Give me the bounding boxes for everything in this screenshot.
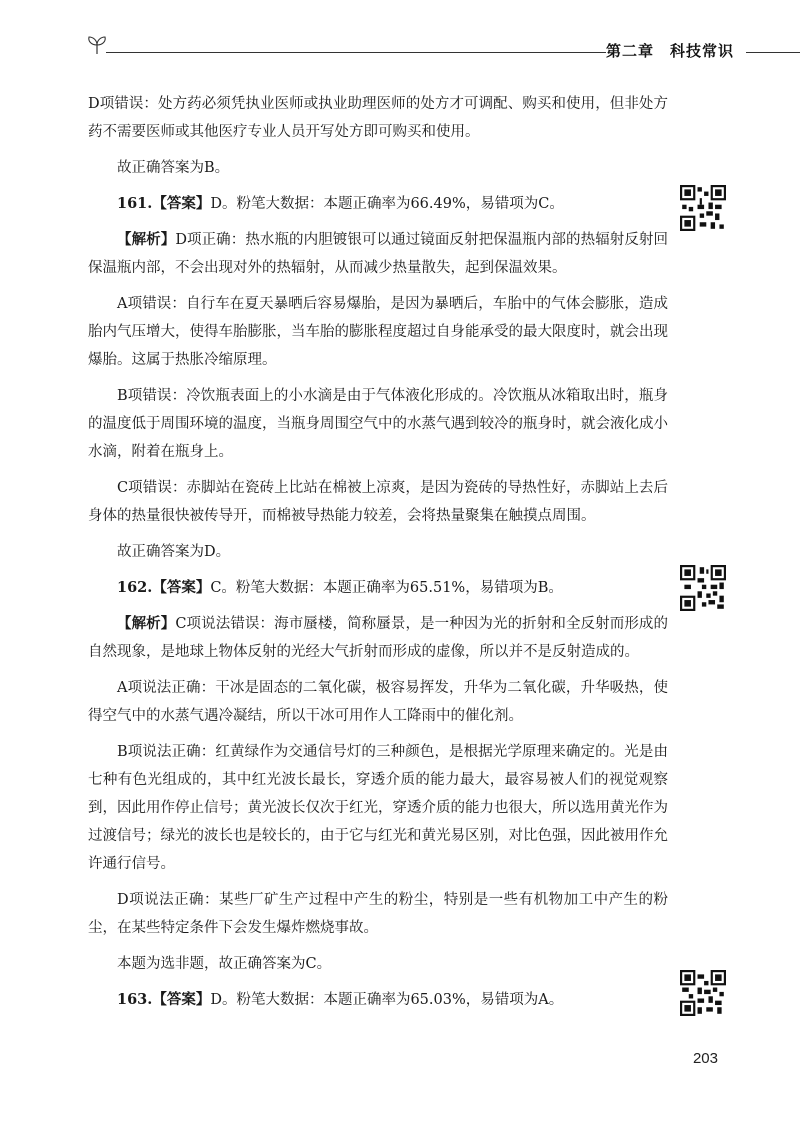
paragraph: 故正确答案为B。 — [117, 160, 230, 176]
paragraph: A项错误：自行车在夏天暴晒后容易爆胎，是因为暴晒后，车胎中的气体会膨胀，造成胎内气压增大，使得车胎膨胀，当车胎的膨胀程度超过自身能承受的最大限度时，就会出现爆胎。这属于热胀冷缩原理。 — [88, 296, 668, 368]
answer-label: 161.【答案】 — [117, 195, 211, 212]
explanation-paragraph: 【解析】C项说法错误：海市蜃楼，简称蜃景，是一种因为光的折射和全反射而形成的自然现象，是地球上物体反射的光经大气折射而形成的虚像，所以并不是反射造成的。 — [88, 615, 669, 660]
qr-code-icon[interactable] — [680, 185, 726, 231]
header-rule — [106, 52, 606, 53]
page-number: 203 — [692, 1050, 718, 1067]
answer-line: 161.【答案】D。粉笔大数据：本题正确率为66.49%，易错项为C。 — [117, 195, 564, 212]
paragraph: 故正确答案为D。 — [117, 544, 231, 560]
answer-line: 163.【答案】D。粉笔大数据：本题正确率为65.03%，易错项为A。 — [117, 991, 564, 1008]
paragraph: D项错误：处方药必须凭执业医师或执业助理医师的处方才可调配、购买和使用，但非处方药不需要医师或其他医疗专业人员开写处方即可购买和使用。 — [88, 96, 668, 140]
answer-line: 162.【答案】C。粉笔大数据：本题正确率为65.51%，易错项为B。 — [117, 579, 563, 596]
explanation-paragraph: 【解析】D项正确：热水瓶的内胆镀银可以通过镜面反射把保温瓶内部的热辐射反射回保温瓶内部，不会出现对外的热辐射，从而减少热量散失，起到保温效果。 — [88, 231, 668, 276]
paragraph: B项错误：冷饮瓶表面上的小水滴是由于气体液化形成的。冷饮瓶从冰箱取出时，瓶身的温度低于周围环境的温度，当瓶身周围空气中的水蒸气遇到较冷的瓶身时，就会液化成小水滴，附着在瓶身上。 — [88, 388, 668, 460]
paragraph: D项说法正确：某些厂矿生产过程中产生的粉尘，特别是一些有机物加工中产生的粉尘，在某些特定条件下会发生爆炸燃烧事故。 — [88, 892, 668, 936]
page-header — [86, 30, 766, 70]
paragraph: C项错误：赤脚站在瓷砖上比站在棉被上凉爽，是因为瓷砖的导热性好，赤脚站上去后身体的热量很快被传导开，而棉被导热能力较差，会将热量聚集在触摸点周围。 — [88, 480, 668, 524]
page-body — [88, 90, 668, 1022]
answer-label: 163.【答案】 — [117, 991, 211, 1008]
paragraph: 本题为选非题，故正确答案为C。 — [117, 956, 332, 972]
explanation-label: 【解析】 — [117, 231, 176, 248]
explanation-label: 【解析】 — [117, 615, 176, 632]
chapter-title: 第二章 科技常识 — [606, 42, 735, 60]
answer-label: 162.【答案】 — [117, 579, 211, 596]
qr-code-icon[interactable] — [680, 565, 726, 611]
header-rule-right — [746, 52, 800, 53]
sprout-icon — [86, 34, 108, 56]
paragraph: A项说法正确：干冰是固态的二氧化碳，极容易挥发，升华为二氧化碳，升华吸热，使得空气中的水蒸气遇冷凝结，所以干冰可用作人工降雨中的催化剂。 — [88, 680, 668, 724]
paragraph: B项说法正确：红黄绿作为交通信号灯的三种颜色，是根据光学原理来确定的。光是由七种有色光组成的，其中红光波长最长，穿透介质的能力最大，最容易被人们的视觉观察到，因此用作停止信号；黄光波长仅次于红光，穿透介质的能力也很大，所以选用黄光作为过渡信号；绿光的波长也是较长的，由于它与红光和黄光易区别，对比色强，因此被用作允许通行信号。 — [88, 744, 668, 872]
qr-code-icon[interactable] — [680, 970, 726, 1016]
